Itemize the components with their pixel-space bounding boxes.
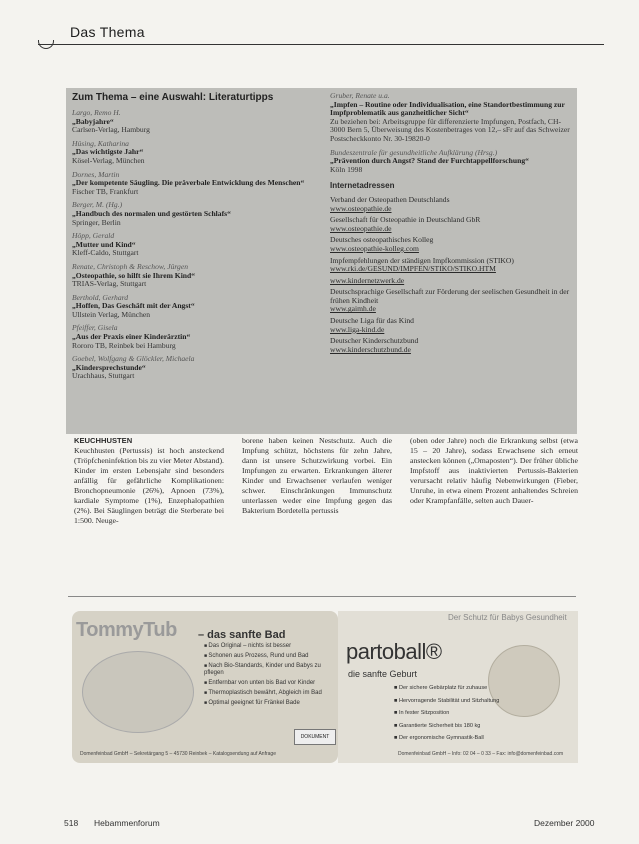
literature-publisher: Rororo TB, Reinbek bei Hamburg [72,340,176,350]
literature-item [72,201,320,227]
ad-feature: ■ Optimal geeignet für Fränkel Bade [204,700,330,707]
partoball-features [394,685,524,748]
literature-title: „Osteopathie, so hilft sie Ihrem Kind“ [72,270,196,280]
literature-item [330,92,574,144]
literature-author: Höpp, Gerald [72,231,115,241]
literature-title: „Aus der Praxis einer Kinderärztin“ [72,332,191,342]
partoball-subtitle: die sanfte Geburt [348,669,418,679]
brand-logo: DOKUMENT [294,729,336,745]
literature-box [66,88,577,434]
ad-feature: ■ Thermoplastisch bewährt, Abgleich im Bad [204,690,330,697]
internet-link[interactable]: www.osteopathie.de [330,203,392,213]
article-heading: KEUCHHUSTEN [74,436,133,445]
literature-title: „Das wichtigste Jahr“ [72,147,144,157]
literature-item [72,263,320,289]
internet-link[interactable]: www.osteopathie.de [330,223,392,233]
article-column-1 [74,436,224,526]
internet-name: Verband der Osteopathen Deutschlands [330,194,450,204]
literature-title: „Kindersprechstunde“ [72,362,146,372]
bathtub-image [82,651,194,733]
literature-publisher: Springer, Berlin [72,217,121,227]
internet-heading: Internetadressen [330,181,395,191]
ad-feature: ■ Entfernbar von unten bis Bad vor Kinder [204,680,330,687]
internet-link[interactable]: www.rki.de/GESUND/IMPFEN/STIKO/STIKO.HTM [330,264,496,274]
literature-title: „Hoffen, Das Geschäft mit der Angst“ [72,301,195,311]
tommytub-ad[interactable] [72,611,338,763]
internet-name: Gesellschaft für Osteopathie in Deutschland GbR [330,215,481,225]
literature-publisher: Köln 1998 [330,164,363,174]
literature-publisher: Carlsen-Verlag, Hamburg [72,125,150,135]
literature-item [72,324,320,350]
partoball-footer: Domenfeinbad GmbH – Info: 02 04 – 0 33 – Fax: info@domenfeinbad.com [398,751,564,757]
internet-link[interactable]: www.gaimh.de [330,304,376,314]
literature-title: „Impfen – Routine oder Individualisation, eine Standortbestimmung zur Impfproblematik aus ganzheitlicher Sicht“ [330,99,565,118]
internet-item [330,196,574,213]
literature-author: Gruber, Renate u.a. [330,91,390,100]
ad-feature: ■ Hervorragende Stabilität und Sitzhaltung [394,698,524,705]
article-column-3: (oben oder Jahre) noch die Erkrankung selbst (etwa 15 – 20 Jahre), sodass Erwachsene sich erneut anstecken können („Omaposten“). Der früher übliche Impfstoff aus inaktivierten Pertussis-Bakterien verursacht relativ häufig Nebenwirkungen (Fieber, Unruhe, in etwa einem Prozent anhaltendes Schreien oder Krampfanfälle, selten auch Dauer- [410,436,578,505]
internet-link[interactable]: www.kinderschutzbund.de [330,344,411,354]
ad-feature: ■ In fester Sitzposition [394,710,524,717]
partoball-logo: partoball® [346,639,442,664]
internet-item [330,257,574,274]
literature-author: Renate, Christoph & Reschow, Jürgen [72,261,188,271]
literature-column-right [330,92,574,357]
literature-item [72,109,320,135]
literature-publisher: Kleff-Caldo, Stuttgart [72,248,139,258]
issue-date: Dezember 2000 [534,818,595,828]
article-text-1: Keuchhusten (Pertussis) ist hoch ansteckend (Tröpfcheninfektion bis zu vier Meter Abstand). Kinder im ersten Lebensjahr sind besonders anfällig für gefährliche Komplikationen: Bronchopneumonie (26%), Apnoen (73%), kardiale Symptome (1%), Enzephalopathien (2%). Bei Säuglingen beträgt die Sterberate bei 1:500. Neuge- [74,446,224,525]
literature-title: „Babyjahre“ [72,116,114,126]
internet-name: Deutsche Liga für das Kind [330,316,414,326]
internet-name: Impfempfehlungen der ständigen Impfkommission (STIKO) [330,255,514,265]
literature-publisher: Fischer TB, Frankfurt [72,186,139,196]
internet-name: Deutsches osteopathisches Kolleg [330,235,434,245]
magazine-name: Hebammenforum [94,818,160,828]
literature-publisher: Ullstein Verlag, München [72,309,151,319]
section-title: Das Thema [70,24,145,40]
literature-item [72,355,320,381]
literature-author: Largo, Remo H. [72,108,121,117]
tommytub-footer: Domenfeinbad GmbH – Sekretärgang 5 – 45730 Reinbek – Katalogsendung auf Anfrage [80,751,276,757]
tommytub-slogan: – das sanfte Bad [198,629,286,641]
literature-item [330,149,574,175]
literature-item [72,140,320,166]
ad-feature: ■ Der sichere Gebärplatz für zuhause [394,685,524,692]
ad-feature: ■ Schonen aus Prozess, Rund und Bad [204,653,330,660]
literature-author: Bundeszentrale für gesundheitliche Aufklärung (Hrsg.) [330,147,498,157]
literature-author: Pfeiffer, Gisela [72,323,118,333]
internet-link[interactable]: www.kindernetzwerk.de [330,275,405,285]
literature-author: Hüsing, Katharina [72,138,129,148]
internet-item [330,288,574,314]
tommytub-logo: TommyTub [76,619,177,641]
literature-publisher: Zu beziehen bei: Arbeitsgruppe für differenzierte Impfungen, Postfach, CH-3000 Bern 5, Überweisung des Kostenbetrages von 12,– sFr auf das Schweizer Postscheckkonto Nr. 30-19820-0 [330,116,570,143]
internet-name: Deutschsprachige Gesellschaft zur Förderung der seelischen Gesundheit in der frühen Kindheit [330,287,570,305]
literature-item [72,294,320,320]
partoball-ad[interactable] [338,611,578,763]
internet-item [330,236,574,253]
internet-item [330,277,574,286]
literature-title: „Der kompetente Säugling. Die präverbale Entwicklung des Menschen“ [72,178,305,188]
ad-separator [68,596,576,597]
partoball-tagline: Der Schutz für Babys Gesundheit [448,613,567,622]
ad-feature: ■ Garantierte Sicherheit bis 180 kg [394,723,524,730]
ad-feature: ■ Nach Bio-Standards, Kinder und Babys zu pflegen [204,663,330,677]
literature-author: Berthold, Gerhard [72,292,129,302]
literature-author: Dornes, Martin [72,169,120,179]
literature-author: Berger, M. (Hg.) [72,200,123,210]
internet-item [330,317,574,334]
header-rule [38,44,604,45]
literature-title: „Prävention durch Angst? Stand der Furchtappellforschung“ [330,156,529,166]
page-number: 518 [64,818,79,828]
literature-title: „Mutter und Kind“ [72,239,136,249]
internet-item [330,216,574,233]
literature-item [72,232,320,258]
literature-publisher: Kösel-Verlag, München [72,155,145,165]
literature-publisher: Urachhaus, Stuttgart [72,371,135,381]
article-column-2: borene haben keinen Nestschutz. Auch die Impfung schützt, höchstens für zehn Jahre, dann ist unsere Schutzwirkung vorbei. Ein Impfungen zu erwarten. Erkrankungen älterer Kinder und Erwachsener verlaufen weniger schwer. Einschränkungen Immunschutz unterlassen weder eine Impfung gegen das Bakterium Bordetella pertussis [242,436,392,515]
literature-heading: Zum Thema – eine Auswahl: Literaturtipps [72,92,274,103]
tommytub-features [204,643,330,710]
literature-column-left [72,92,320,386]
literature-publisher: TRIAS-Verlag, Stuttgart [72,279,147,289]
ad-feature: ■ Das Original – nichts ist besser [204,643,330,650]
internet-item [330,337,574,354]
internet-link[interactable]: www.liga-kind.de [330,324,385,334]
ad-feature: ■ Der ergonomische Gymnastik-Ball [394,735,524,742]
literature-title: „Handbuch des normalen und gestörten Schlafs“ [72,208,231,218]
literature-author: Goebel, Wolfgang & Glöckler, Michaela [72,354,195,364]
literature-item [72,171,320,197]
internet-link[interactable]: www.osteopathie-kolleg.com [330,243,419,253]
internet-name: Deutscher Kinderschutzbund [330,336,419,346]
